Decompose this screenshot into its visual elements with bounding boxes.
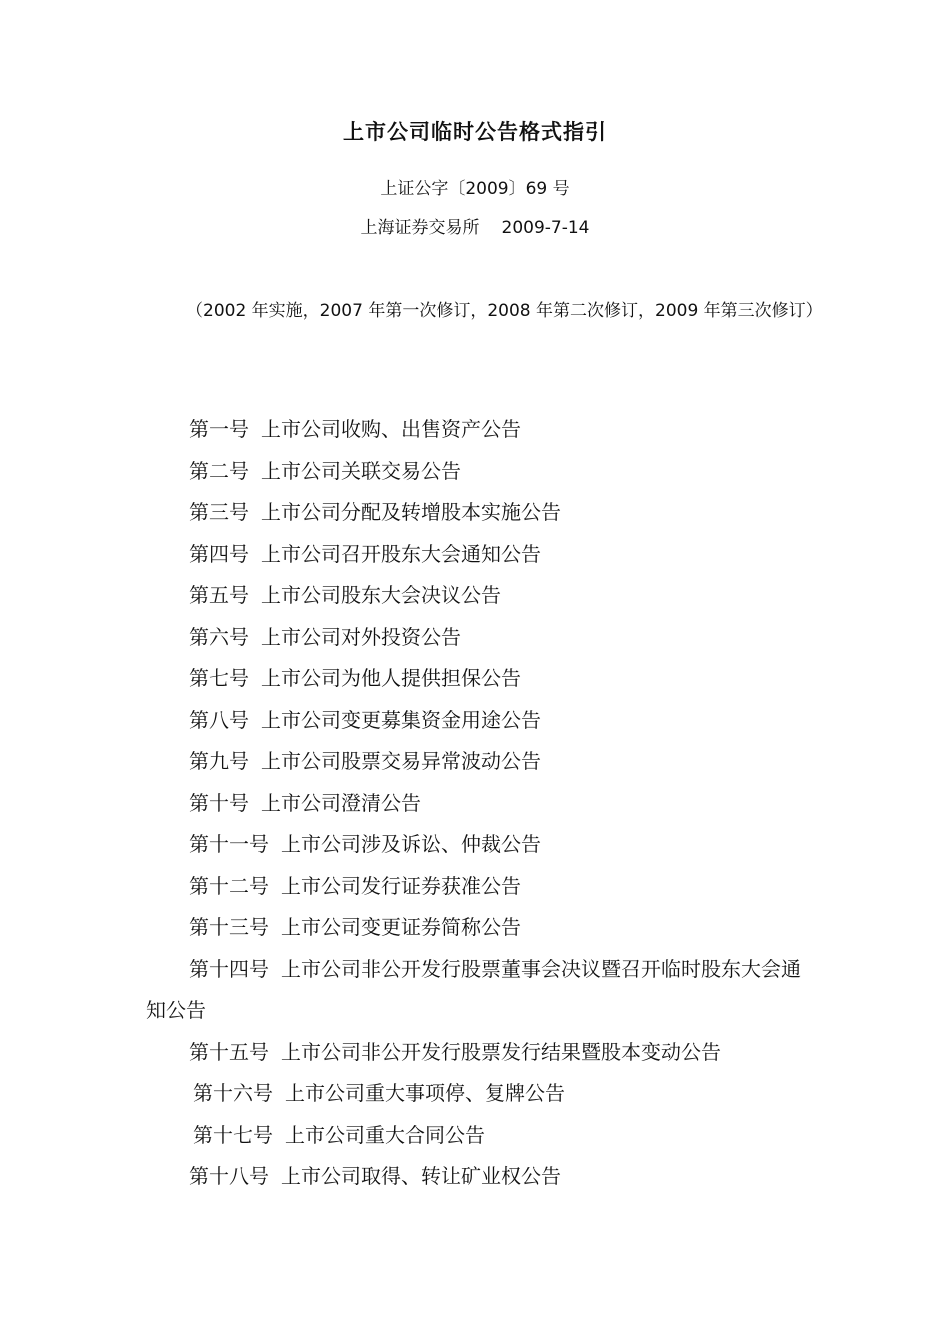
item-title: 上市公司重大事项停、复牌公告 [285,1081,565,1105]
item-number: 第三号 [189,500,249,524]
item-title: 上市公司变更证券简称公告 [281,915,521,939]
item-number: 第四号 [189,541,249,566]
list-item [146,949,818,1032]
revision-history: （2002 年实施，2007 年第一次修订，2008 年第二次修订，2009 年第三次修订） [186,301,823,321]
item-title: 上市公司分配及转增股本实施公告 [261,500,561,524]
list-item [146,824,818,866]
item-number: 第十三号 [189,915,269,939]
list-item [146,700,818,742]
document-title: 上市公司临时公告格式指引 [343,120,607,144]
item-title: 上市公司发行证券获准公告 [281,873,521,898]
item-number: 第八号 [189,707,249,732]
item-number: 第十二号 [189,873,269,898]
item-title: 上市公司关联交易公告 [261,458,461,483]
item-title: 上市公司澄清公告 [261,790,421,815]
item-title: 上市公司为他人提供担保公告 [261,666,521,690]
item-number: 第十六号 [193,1081,273,1105]
item-title: 上市公司重大合同公告 [285,1122,485,1147]
item-number: 第九号 [189,749,249,773]
item-number: 第十一号 [189,832,269,856]
item-number: 第五号 [189,583,249,607]
item-number: 第七号 [189,666,249,690]
item-title: 上市公司变更募集资金用途公告 [261,707,541,732]
list-item [146,658,818,700]
item-title: 上市公司非公开发行股票董事会决议暨召开临时股东大会通知公告 [146,956,801,1022]
list-item [146,1073,818,1115]
list-item [146,617,818,659]
list-item [146,741,818,783]
issuer-line [0,213,950,238]
issuer-name: 上海证券交易所 [360,218,480,238]
issue-date: 2009-7-14 [501,218,590,238]
item-title: 上市公司非公开发行股票发行结果暨股本变动公告 [281,1039,721,1064]
item-number: 第十七号 [193,1122,273,1147]
item-number: 第一号 [189,417,249,441]
item-title: 上市公司涉及诉讼、仲裁公告 [281,832,541,856]
item-title: 上市公司取得、转让矿业权公告 [281,1164,561,1188]
list-item [146,575,818,617]
item-title: 上市公司收购、出售资产公告 [261,417,521,441]
item-number: 第六号 [189,624,249,649]
list-item [146,783,818,825]
item-number: 第二号 [189,458,249,483]
item-title: 上市公司股东大会决议公告 [261,583,501,607]
item-number: 第十五号 [189,1039,269,1064]
list-item [146,1156,818,1198]
item-number: 第十号 [189,790,249,815]
list-item [146,1032,818,1074]
list-item [146,409,818,451]
item-number: 第十八号 [189,1164,269,1188]
list-item [146,534,818,576]
list-item [146,907,818,949]
item-title: 上市公司对外投资公告 [261,624,461,649]
list-item [146,866,818,908]
item-number: 第十四号 [189,956,269,981]
guideline-list [146,409,818,1198]
item-title: 上市公司召开股东大会通知公告 [261,541,541,566]
list-item [146,451,818,493]
document-number: 上证公字〔2009〕69 号 [380,179,570,199]
item-title: 上市公司股票交易异常波动公告 [261,749,541,773]
list-item [146,492,818,534]
list-item [146,1115,818,1157]
